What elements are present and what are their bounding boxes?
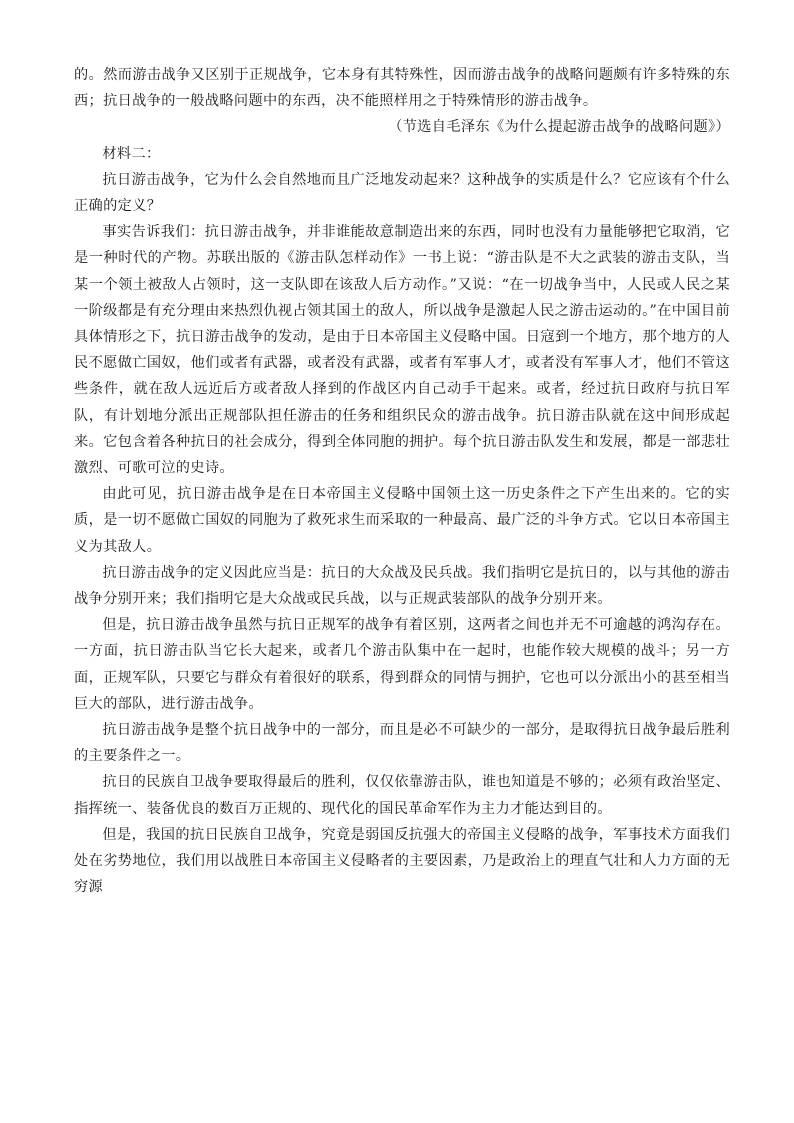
paragraph-essence: 由此可见，抗日游击战争是在日本帝国主义侵略中国领土这一历史条件之下产生出来的。它的实质，是一切不愿做亡国奴的同胞为了救死求生而采取的一种最高、最广泛的斗争方式。它以日本帝国主义为其敌人。 <box>74 486 730 555</box>
paragraph-main-force: 抗日的民族自卫战争要取得最后的胜利，仅仅依靠游击队，谁也知道是不够的；必须有政治坚定、指挥统一、装备优良的数百万正规的、现代化的国民革命军作为主力才能达到目的。 <box>74 774 730 817</box>
document-page <box>74 62 730 901</box>
paragraph-distinction: 但是，抗日游击战争虽然与抗日正规军的战争有着区别，这两者之间也并无不可逾越的鸿沟存在。一方面，抗日游击队当它长大起来，或者几个游击队集中在一起时，也能作较大规模的战斗；另一方面，正规军队，只要它与群众有着很好的联系，得到群众的同情与拥护，它也可以分派出小的甚至相当巨大的部队，进行游击战争。 <box>74 617 730 712</box>
paragraph-questions: 抗日游击战争，它为什么会自然地而且广泛地发动起来？这种战争的实质是什么？它应该有个什么正确的定义？ <box>74 171 730 215</box>
paragraph-continuation: 的。然而游击战争又区别于正规战争，它本身有其特殊性，因而游击战争的战略问题颇有许多特殊的东西；抗日战争的一般战略问题中的东西，决不能照样用之于特殊情形的游击战争。 <box>74 67 730 110</box>
paragraph-part-of-war: 抗日游击战争是整个抗日战争中的一部分，而且是必不可缺少的一部分，是取得抗日战争最后胜利的主要条件之一。 <box>74 722 730 765</box>
paragraph-definition: 抗日游击战争的定义因此应当是：抗日的大众战及民兵战。我们指明它是抗日的，以与其他的游击战争分别开来；我们指明它是大众战或民兵战，以与正规武装部队的战争分别开来。 <box>74 564 730 608</box>
paragraph-facts: 事实告诉我们：抗日游击战争，并非谁能故意制造出来的东西，同时也没有力量能够把它取消，它是一种时代的产物。苏联出版的《游击队怎样动作》一书上说：“游击队是不大之武装的游击支队，当某一个领土被敌人占领时，这一支队即在该敌人后方动作。”又说：“在一切战争当中，人民或人民之某一阶级都是有充分理由来热烈仇视占领其国土的敌人，所以战争是激起人民之游击运动的。”在中国目前具体情形之下，抗日游击战争的发动，是由于日本帝国主义侵略中国。日寇到一个地方，那个地方的人民不愿做亡国奴，他们或者有武器，或者没有武器，或者有军事人才，或者没有军事人才，他们不管这些条件，就在敌人远近后方或者敌人择到的作战区内自己动手干起来。或者，经过抗日政府与抗日军队，有计划地分派出正规部队担任游击的任务和组织民众的游击战争。抗日游击队就在这中间形成起来。它包含着各种抗日的社会成分，得到全体同胞的拥护。每个抗日游击队发生和发展，都是一部悲壮激烈、可歌可泣的史诗。 <box>74 224 730 477</box>
section-heading-material-two: 材料二： <box>102 145 161 162</box>
source-citation: （节选自毛泽东《为什么提起游击战争的战略问题》） <box>388 119 730 136</box>
paragraph-weak-nation: 但是，我国的抗日民族自卫战争，究竟是弱国反抗强大的帝国主义侵略的战争，军事技术方面我们处在劣势地位，我们用以战胜日本帝国主义侵略者的主要因素，乃是政治上的理直气壮和人力方面的无穷源 <box>74 826 730 896</box>
